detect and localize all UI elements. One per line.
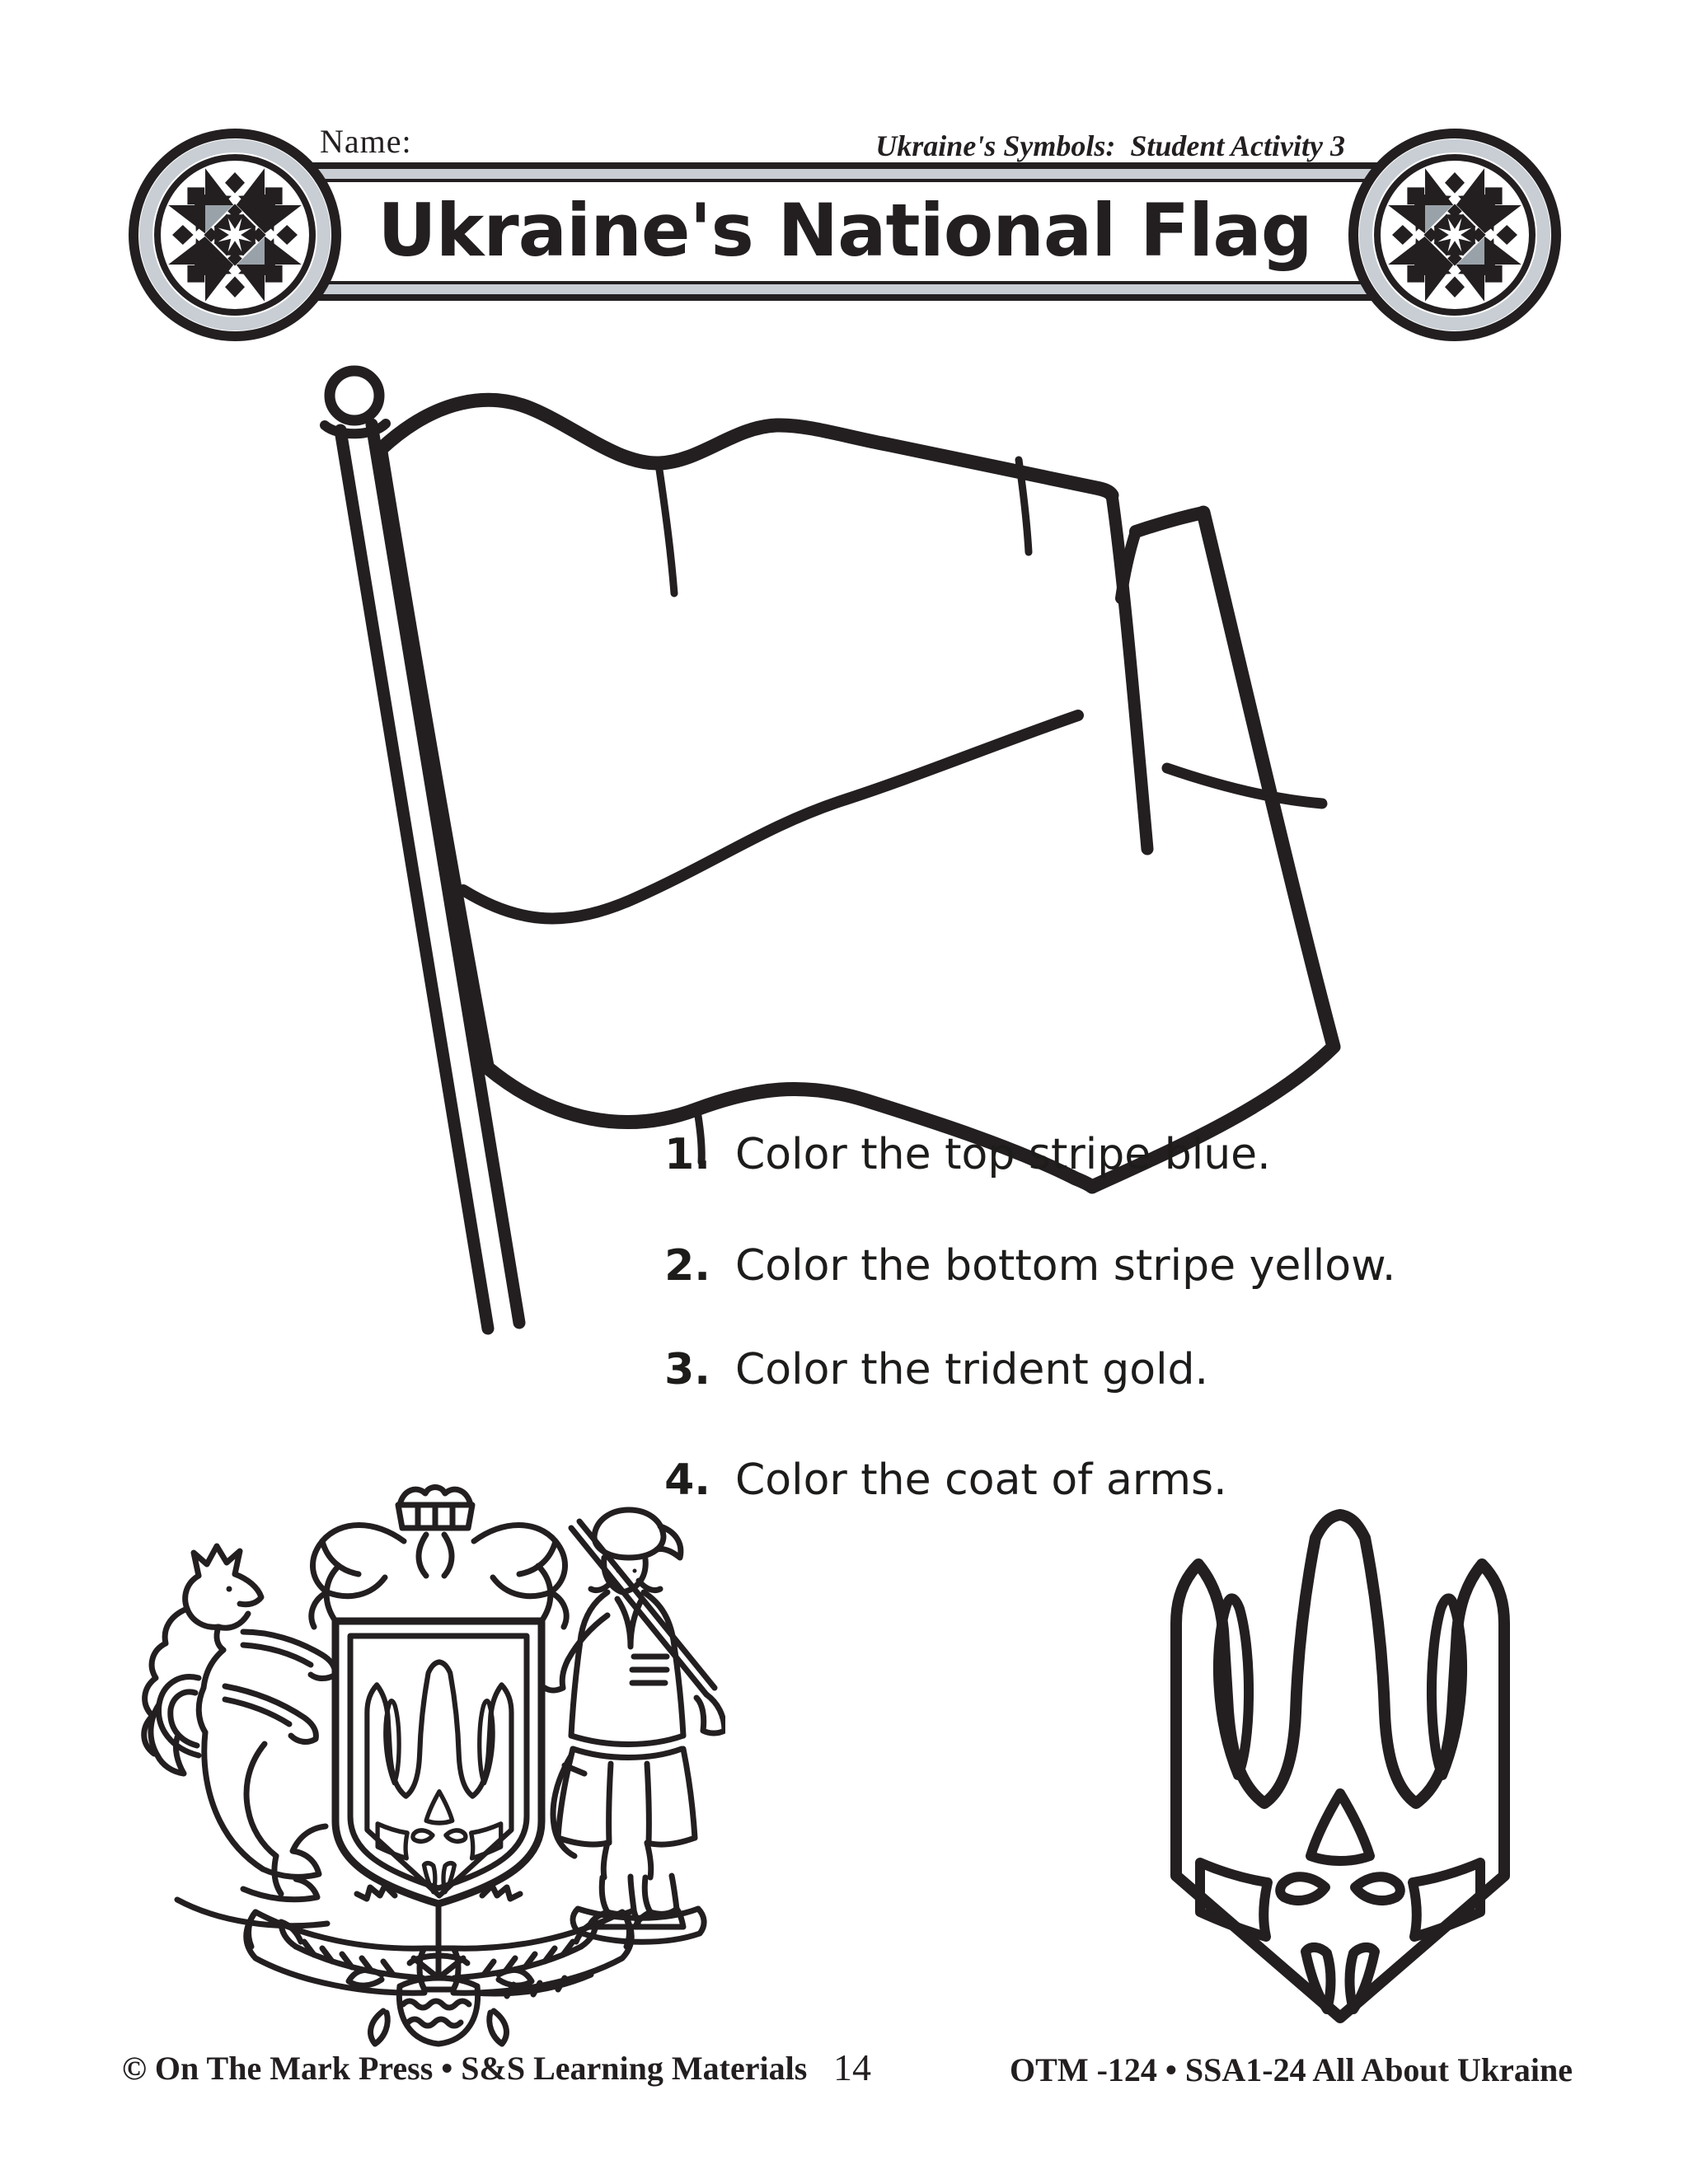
folk-star-medallion-right-icon [1343,124,1566,346]
trident-line-art [1160,1507,1520,2029]
footer-publisher: © On The Mark Press • S&S Learning Materials [122,2050,808,2087]
footer-code: OTM -124 • SSA1-24 All About Ukraine [1010,2051,1573,2088]
name-label: Name: [320,123,412,160]
banner-bar-bottom [235,281,1455,301]
instruction-text: Color the coat of arms. [735,1455,1227,1505]
instruction-item-1 [651,1118,1393,1192]
flag-line-art [272,354,1385,1352]
coat-of-arms-line-art [120,1483,725,2056]
instruction-item-3 [651,1333,1393,1407]
instruction-number: 2. [664,1241,710,1291]
instruction-text: Color the trident gold. [735,1345,1209,1394]
instruction-item-2 [651,1229,1396,1303]
folk-star-medallion-left-icon [124,124,346,346]
page-number: 14 [833,2046,871,2088]
activity-label: Ukraine's Symbols: Student Activity 3 [875,129,1345,162]
instruction-number: 4. [664,1455,710,1505]
instruction-text: Color the bottom stripe yellow. [735,1241,1396,1291]
instruction-number: 1. [664,1130,710,1179]
instruction-text: Color the top stripe blue. [735,1130,1271,1179]
instruction-number: 3. [664,1345,710,1394]
page-title: Ukraine's National Flag [377,187,1312,273]
